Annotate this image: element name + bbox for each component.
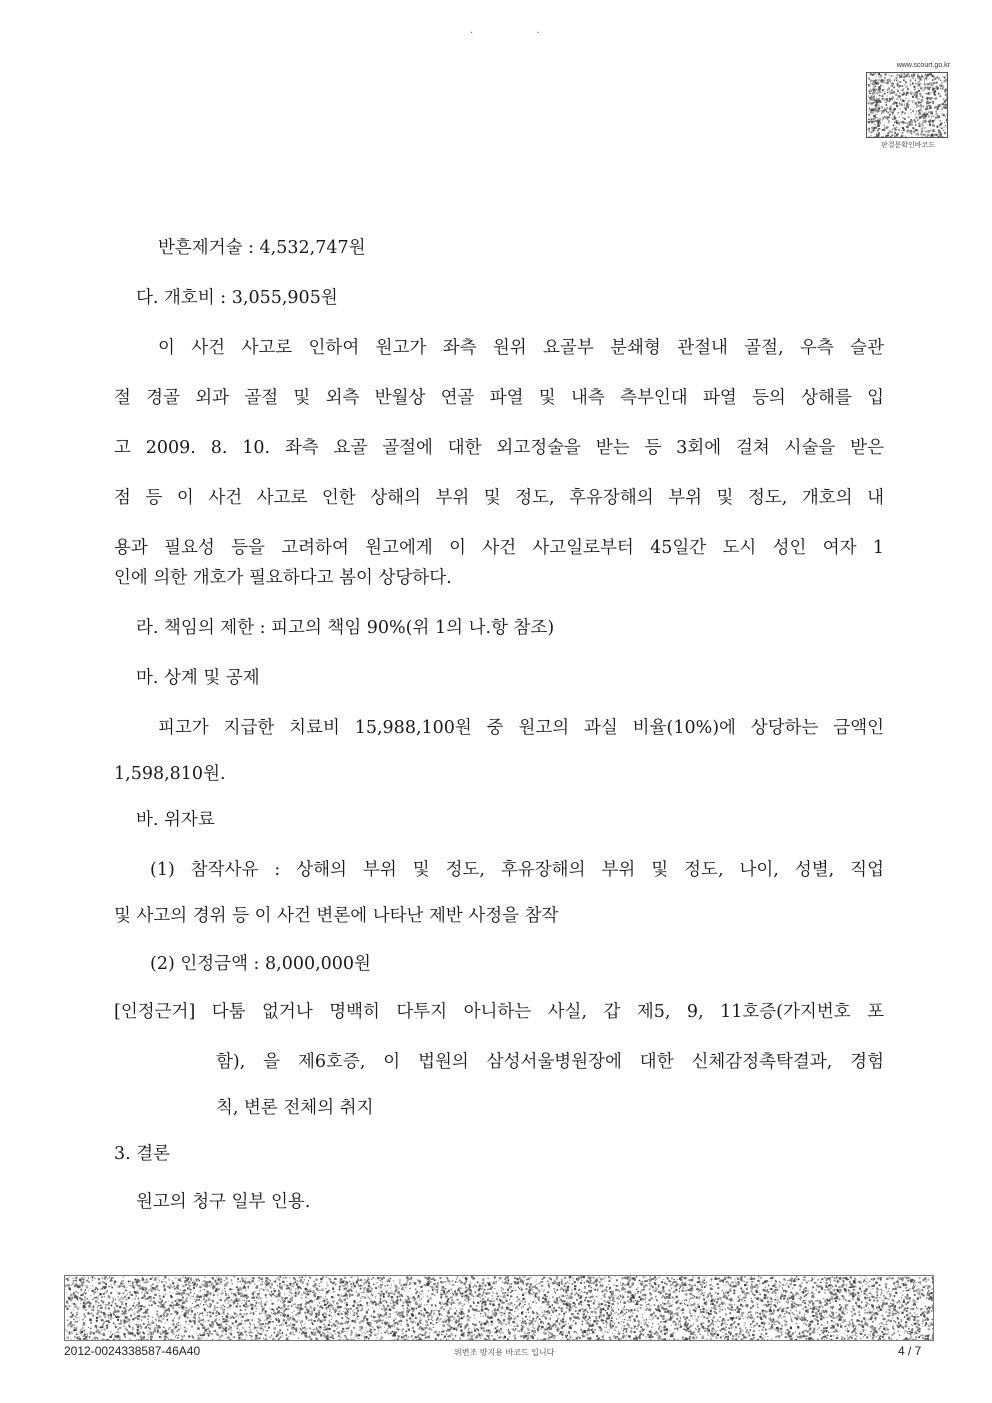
body-line-4: 절 경골 외과 골절 및 외측 반월상 연골 파열 및 내측 측부인대 파열 등의 상해를 입: [114, 388, 884, 408]
body-line-7: 용과 필요성 등을 고려하여 원고에게 이 사건 사고일로부터 45일간 도시 성인 여자 1: [114, 538, 884, 558]
body-line-16: (2) 인정금액 : 8,000,000원: [150, 954, 371, 974]
scan-specks: · ·: [470, 28, 570, 39]
evidence-basis-line-1: [인정근거] 다툼 없거나 명백히 다투지 아니하는 사실, 갑 제5, 9, 11호증(가지번호 포: [114, 1002, 884, 1022]
barcode-note: 위변조 방지용 바코드 입니다: [454, 1348, 555, 1357]
body-line-12: 1,598,810원.: [114, 764, 226, 784]
section-heading-consolation: 바. 위자료: [136, 810, 215, 830]
qr-url: www.scourt.go.kr: [896, 62, 950, 69]
body-line-6: 점 등 이 사건 사고로 인한 상해의 부위 및 정도, 후유장해의 부위 및 정도, 개호의 내: [114, 488, 884, 508]
body-line-11: 피고가 지급한 치료비 15,988,100원 중 원고의 과실 비율(10%)에 상당하는 금액인: [158, 718, 884, 738]
section-heading-conclusion: 3. 결론: [114, 1144, 171, 1164]
body-line-3: 이 사건 사고로 인하여 원고가 좌측 원위 요골부 분쇄형 관절내 골절, 우측 슬관: [158, 338, 884, 358]
evidence-basis-line-3: 칙, 변론 전체의 취지: [216, 1098, 374, 1118]
body-line-1: 반흔제거술 : 4,532,747원: [158, 238, 366, 258]
verification-qr: [866, 62, 950, 150]
section-heading-liability: 라. 책임의 제한 : 피고의 책임 90%(위 1의 나.항 참조): [136, 618, 555, 638]
document-id: 2012-0024338587-46A40: [64, 1344, 201, 1358]
qr-code-icon: [866, 72, 948, 138]
section-heading-nursing: 다. 개호비 : 3,055,905원: [136, 288, 338, 308]
anti-forgery-barcode-icon: [64, 1275, 934, 1341]
body-line-21: 원고의 청구 일부 인용.: [136, 1192, 311, 1212]
body-line-15: 및 사고의 경위 등 이 사건 변론에 나타난 제반 사정을 참작: [114, 906, 559, 926]
body-line-8: 인에 의한 개호가 필요하다고 봄이 상당하다.: [114, 568, 452, 588]
evidence-basis-line-2: 함), 을 제6호증, 이 법원의 삼성서울병원장에 대한 신체감정촉탁결과, 경험: [216, 1052, 884, 1072]
section-heading-setoff: 마. 상계 및 공제: [136, 668, 260, 688]
body-line-5: 고 2009. 8. 10. 좌측 요골 골절에 대한 외고정술을 받는 등 3회에 걸쳐 시술을 받은: [114, 438, 884, 458]
page-number: 4 / 7: [898, 1344, 922, 1358]
qr-caption: 판결문확인바코드: [880, 141, 936, 149]
body-line-14: (1) 참작사유 : 상해의 부위 및 정도, 후유장해의 부위 및 정도, 나이, 성별, 직업: [150, 860, 884, 880]
